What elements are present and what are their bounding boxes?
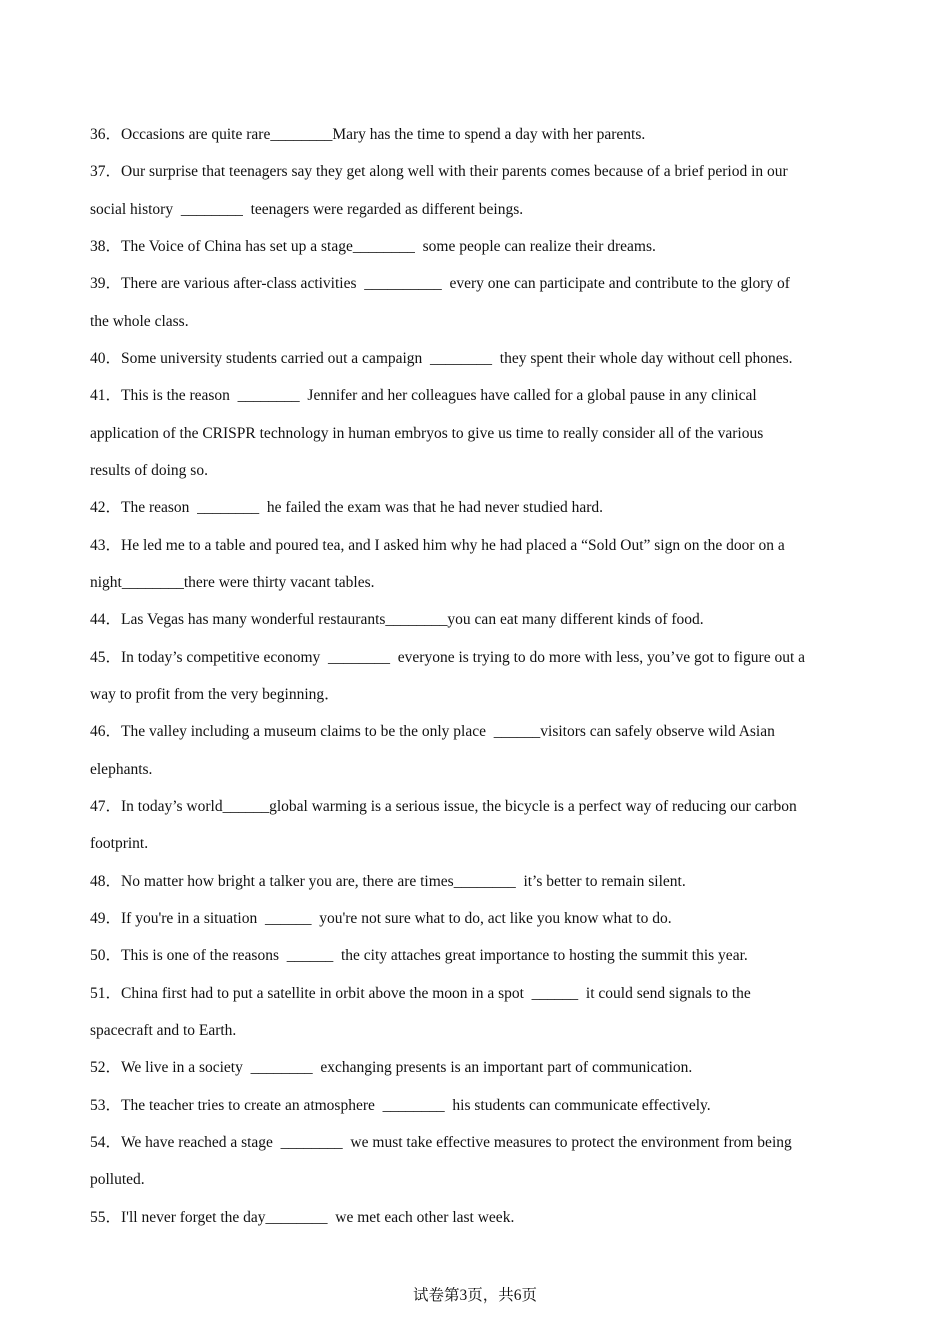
question-line: 38．The Voice of China has set up a stage________ some people can realize their dreams.: [90, 237, 656, 255]
question-line: 54．We have reached a stage ________ we must take effective measures to protect the environment from being: [90, 1133, 792, 1151]
question-line: way to profit from the very beginning．: [90, 685, 340, 703]
question-line: application of the CRISPR technology in human embryos to give us time to really consider all of the various: [90, 424, 764, 442]
question-line: 53．The teacher tries to create an atmosphere ________ his students can communicate effectively.: [90, 1096, 711, 1114]
question-line: 41．This is the reason ________ Jennifer and her colleagues have called for a global pause in any clinical: [90, 387, 757, 405]
question-line: 43．He led me to a table and poured tea, and I asked him why he had placed a “Sold Out” sign on the door on a: [90, 536, 785, 554]
question-line: 36．Occasions are quite rare________Mary has the time to spend a day with her parents.: [90, 126, 646, 143]
question-line: social history ________ teenagers were regarded as different beings.: [90, 200, 524, 218]
question-list: [90, 116, 865, 1236]
question-line: footprint.: [90, 835, 149, 853]
question-line: the whole class.: [90, 312, 189, 330]
question-line: 42．The reason ________ he failed the exam was that he had never studied hard.: [90, 499, 604, 517]
question-line: night________there were thirty vacant tables.: [90, 573, 375, 591]
question-line: 39．There are various after-class activities __________ every one can participate and contribute to the glory of: [90, 275, 790, 293]
question-line: 48．No matter how bright a talker you are, there are times________ it’s better to remain silent.: [90, 872, 686, 890]
question-line: 52．We live in a society ________ exchanging presents is an important part of communication.: [90, 1059, 693, 1077]
question-line: spacecraft and to Earth.: [90, 1021, 237, 1039]
page-footer: 试卷第3页，共6页: [412, 1287, 537, 1304]
question-line: 49．If you're in a situation ______ you're not sure what to do, act like you know what to do.: [90, 909, 672, 927]
question-line: 55．I'll never forget the day________ we met each other last week.: [90, 1208, 515, 1226]
question-line: results of doing so.: [90, 461, 208, 479]
question-line: elephants.: [90, 760, 153, 778]
question-line: 47．In today’s world______global warming is a serious issue, the bicycle is a perfect way of reducing our carbon: [90, 797, 797, 815]
question-line: 46．The valley including a museum claims to be the only place ______visitors can safely observe wild Asian: [90, 723, 775, 741]
question-line: 51．China first had to put a satellite in orbit above the moon in a spot ______ it could send signals to the: [90, 984, 751, 1002]
question-line: 37．Our surprise that teenagers say they get along well with their parents comes because of a brief period in our: [90, 163, 788, 181]
question-line: 50．This is one of the reasons ______ the city attaches great importance to hosting the summit this year.: [90, 947, 748, 965]
question-line: polluted.: [90, 1171, 145, 1189]
question-line: 44．Las Vegas has many wonderful restaurants________you can eat many different kinds of food.: [90, 611, 704, 629]
question-line: 45．In today’s competitive economy ________ everyone is trying to do more with less, you’ve got to figure out a: [90, 648, 806, 666]
question-line: 40．Some university students carried out a campaign ________ they spent their whole day without cell phones.: [90, 349, 793, 367]
